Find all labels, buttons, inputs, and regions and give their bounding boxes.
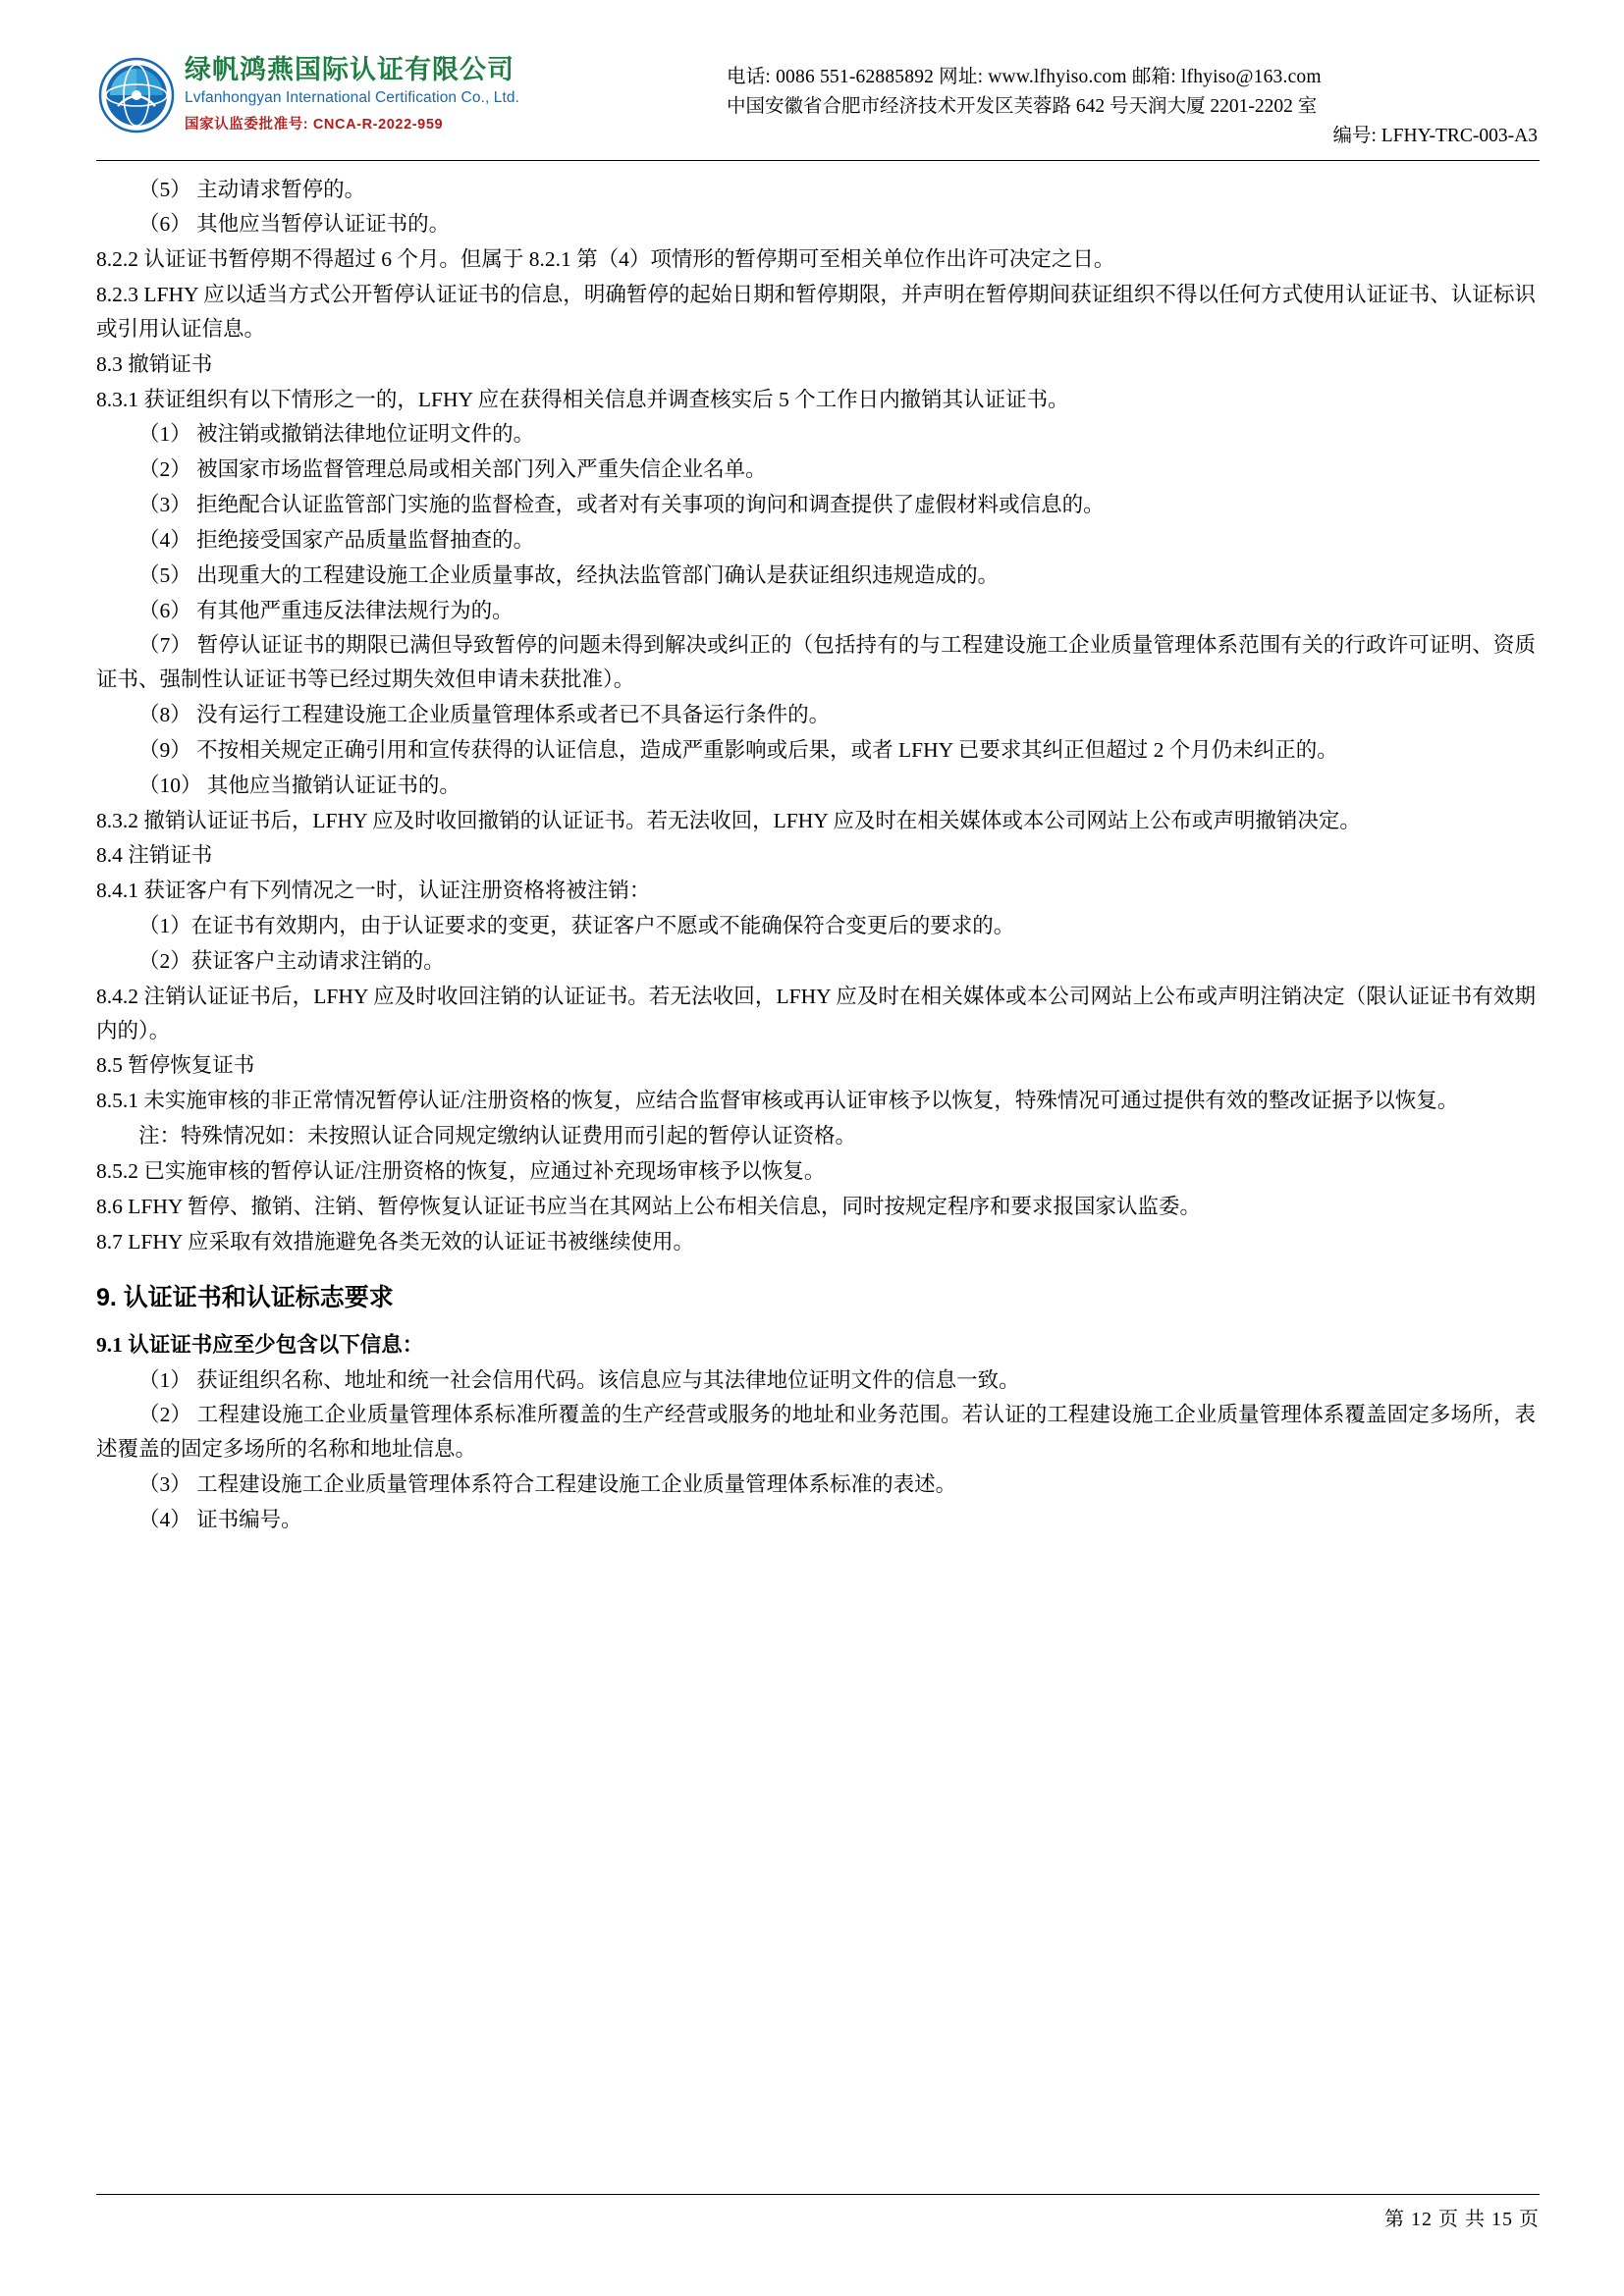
paragraph: （2） 工程建设施工企业质量管理体系标准所覆盖的生产经营或服务的地址和业务范围。若认证的工程建设施工企业质量管理体系覆盖固定多场所，表述覆盖的固定多场所的名称和地址信息。 (96, 1403, 1536, 1462)
paragraph: （1）在证书有效期内，由于认证要求的变更，获证客户不愿或不能确保符合变更后的要求的。 (138, 914, 1015, 938)
company-logo-icon (98, 57, 175, 133)
paragraph: （7） 暂停认证证书的期限已满但导致暂停的问题未得到解决或纠正的（包括持有的与工程建设施工企业质量管理体系范围有关的行政许可证明、资质证书、强制性认证证书等已经过期失效但申请未获批准）。 (96, 633, 1536, 692)
paragraph: （5） 主动请求暂停的。 (138, 177, 366, 201)
paragraph: （10） 其他应当撤销认证证书的。 (138, 773, 460, 797)
paragraph: （3） 拒绝配合认证监管部门实施的监督检查，或者对有关事项的询问和调查提供了虚假材料或信息的。 (138, 493, 1105, 517)
paragraph: （4） 证书编号。 (138, 1507, 302, 1531)
paragraph: （2）获证客户主动请求注销的。 (138, 948, 445, 973)
contact-line-2: 中国安徽省合肥市经济技术开发区芙蓉路 642 号天润大厦 2201-2202 室 (727, 96, 1318, 118)
section-heading-9: 9. 认证证书和认证标志要求 (96, 1284, 394, 1312)
header-contact-block (727, 55, 1538, 152)
paragraph: （9） 不按相关规定正确引用和宣传获得的认证信息，造成严重影响或后果，或者 LFHY 已要求其纠正但超过 2 个月仍未纠正的。 (138, 737, 1338, 762)
paragraph: （2） 被国家市场监督管理总局或相关部门列入严重失信企业名单。 (138, 457, 767, 482)
paragraph: 8.4 注销证书 (96, 843, 213, 868)
paragraph: 8.2.2 认证证书暂停期不得超过 6 个月。但属于 8.2.1 第（4）项情形的暂停期可至相关单位作出许可决定之日。 (96, 247, 1115, 272)
paragraph: （5） 出现重大的工程建设施工企业质量事故，经执法监管部门确认是获证组织违规造成的。 (138, 562, 1000, 587)
company-logo-block (98, 55, 727, 133)
document-body (0, 161, 1624, 1537)
paragraph: 8.7 LFHY 应采取有效措施避免各类无效的认证证书被继续使用。 (96, 1229, 694, 1254)
paragraph: （6） 其他应当暂停认证证书的。 (138, 212, 451, 237)
contact-line-1: 电话: 0086 551-62885892 网址: www.lfhyiso.com 邮箱: lfhyiso@163.com (727, 67, 1322, 87)
paragraph: 8.6 LFHY 暂停、撤销、注销、暂停恢复认证证书应当在其网站上公布相关信息，同时按规定程序和要求报国家认监委。 (96, 1194, 1201, 1218)
paragraph: 8.3 撤销证书 (96, 351, 213, 376)
paragraph: 8.5 暂停恢复证书 (96, 1053, 255, 1078)
paragraph: （4） 拒绝接受国家产品质量监督抽查的。 (138, 527, 535, 552)
page-footer (96, 2194, 1540, 2231)
paragraph: 8.4.1 获证客户有下列情况之一时，认证注册资格将被注销： (96, 879, 651, 903)
paragraph: （1） 被注销或撤销法律地位证明文件的。 (138, 422, 535, 447)
paragraph-note: 注：特殊情况如：未按照认证合同规定缴纳认证费用而引起的暂停认证资格。 (138, 1124, 857, 1148)
paragraph: 8.5.1 未实施审核的非正常情况暂停认证/注册资格的恢复，应结合监督审核或再认证审核予以恢复，特殊情况可通过提供有效的整改证据予以恢复。 (96, 1089, 1459, 1113)
paragraph: （1） 获证组织名称、地址和统一社会信用代码。该信息应与其法律地位证明文件的信息一致。 (138, 1367, 1020, 1392)
document-number: 编号: LFHY-TRC-003-A3 (1332, 126, 1538, 147)
company-logo-text (185, 55, 519, 133)
page-number: 第 12 页 共 15 页 (1384, 2209, 1540, 2230)
paragraph: 8.2.3 LFHY 应以适当方式公开暂停认证证书的信息，明确暂停的起始日期和暂停期限，并声明在暂停期间获证组织不得以任何方式使用认证证书、认证标识或引用认证信息。 (96, 283, 1536, 341)
paragraph: 8.5.2 已实施审核的暂停认证/注册资格的恢复，应通过补充现场审核予以恢复。 (96, 1158, 826, 1183)
approval-number: 国家认监委批准号: CNCA-R-2022-959 (185, 116, 444, 133)
paragraph: 9.1 认证证书应至少包含以下信息： (96, 1332, 424, 1357)
page-header (0, 0, 1624, 152)
company-name-en: Lvfanhongyan International Certification Co., Ltd. (185, 89, 520, 107)
paragraph: （6） 有其他严重违反法律法规行为的。 (138, 598, 514, 622)
paragraph: （3） 工程建设施工企业质量管理体系符合工程建设施工企业质量管理体系标准的表述。 (138, 1472, 957, 1497)
company-name-cn: 绿帆鸿燕国际认证有限公司 (185, 55, 514, 84)
paragraph: 8.4.2 注销认证证书后，LFHY 应及时收回注销的认证证书。若无法收回，LFHY 应及时在相关媒体或本公司网站上公布或声明注销决定（限认证证书有效期内的）。 (96, 984, 1536, 1042)
footer-divider (96, 2194, 1540, 2195)
paragraph: （8） 没有运行工程建设施工企业质量管理体系或者已不具备运行条件的。 (138, 703, 831, 727)
paragraph: 8.3.2 撤销认证证书后，LFHY 应及时收回撤销的认证证书。若无法收回，LFHY 应及时在相关媒体或本公司网站上公布或声明撤销决定。 (96, 808, 1361, 832)
paragraph: 8.3.1 获证组织有以下情形之一的，LFHY 应在获得相关信息并调查核实后 5 个工作日内撤销其认证证书。 (96, 387, 1069, 411)
